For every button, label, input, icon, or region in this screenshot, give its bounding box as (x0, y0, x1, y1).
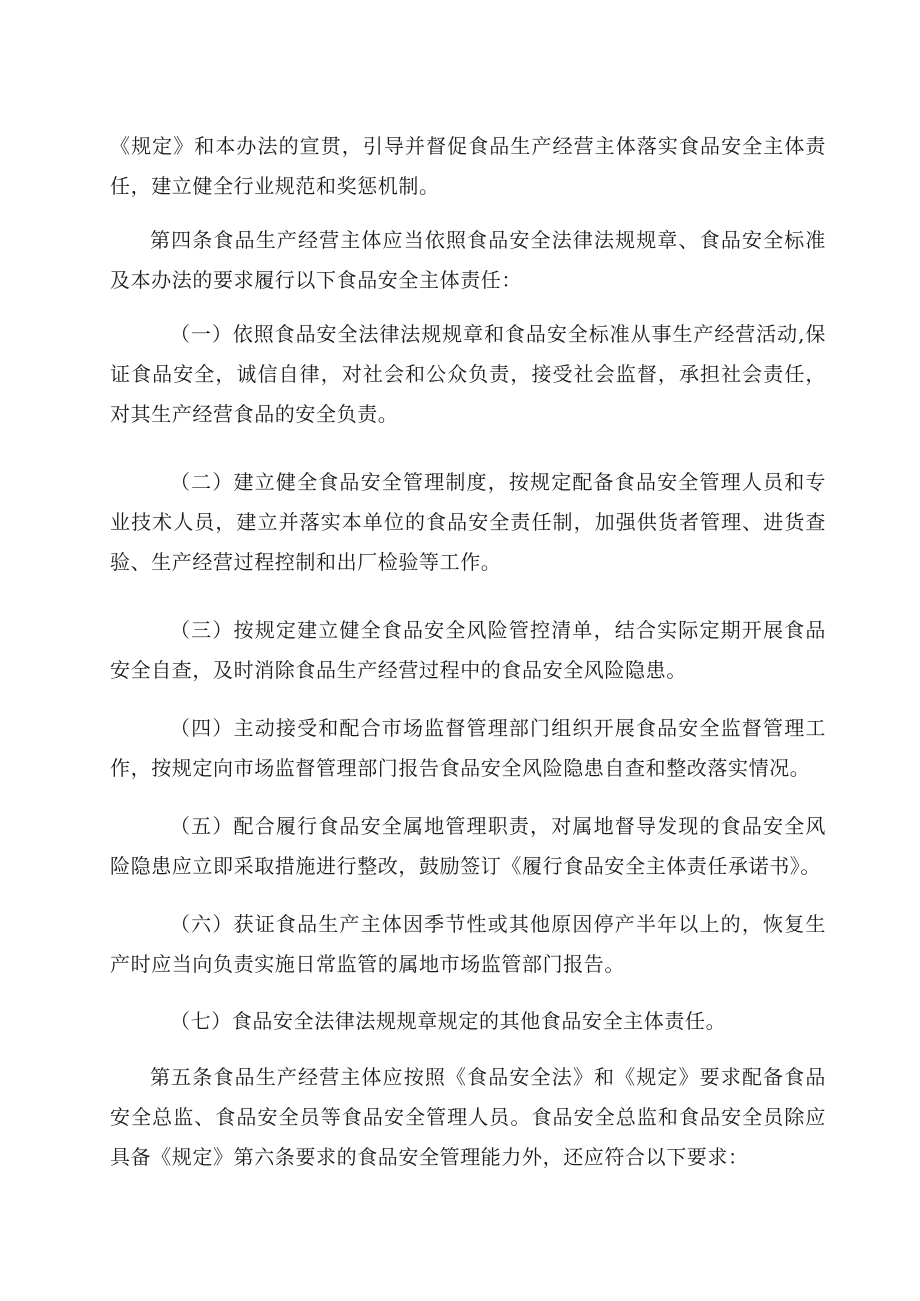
paragraph-article-5: 第五条食品生产经营主体应按照《食品安全法》和《规定》要求配备食品安全总监、食品安全员等食品安全管理人员。食品安全总监和食品安全员除应具备《规定》第六条要求的食品安全管理能力外，还应符合以下要求： (110, 1065, 826, 1169)
paragraph-item-6: （六）获证食品生产主体因季节性或其他原因停产半年以上的，恢复生产时应当向负责实施日常监管的属地市场监管部门报告。 (110, 912, 826, 976)
paragraph-article-4: 第四条食品生产经营主体应当依照食品安全法律法规规章、食品安全标准及本办法的要求履行以下食品安全主体责任： (110, 228, 826, 292)
paragraph-item-5: （五）配合履行食品安全属地管理职责，对属地督导发现的食品安全风险隐患应立即采取措施进行整改，鼓励签订《履行食品安全主体责任承诺书》。 (110, 814, 826, 878)
paragraph-item-2: （二）建立健全食品安全管理制度，按规定配备食品安全管理人员和专业技术人员，建立并落实本单位的食品安全责任制，加强供货者管理、进货查验、生产经营过程控制和出厂检验等工作。 (110, 470, 826, 574)
paragraph-item-4: （四）主动接受和配合市场监督管理部门组织开展食品安全监督管理工作，按规定向市场监督管理部门报告食品安全风险隐患自查和整改落实情况。 (110, 716, 826, 780)
paragraph-item-3: （三）按规定建立健全食品安全风险管控清单，结合实际定期开展食品安全自查，及时消除食品生产经营过程中的食品安全风险隐患。 (110, 618, 826, 682)
paragraph-item-1: （一）依照食品安全法律法规规章和食品安全标准从事生产经营活动,保证食品安全，诚信自律，对社会和公众负责，接受社会监督，承担社会责任，对其生产经营食品的安全负责。 (110, 322, 826, 426)
paragraph-continuation: 《规定》和本办法的宣贯，引导并督促食品生产经营主体落实食品安全主体责任，建立健全行业规范和奖惩机制。 (110, 134, 826, 198)
paragraph-item-7: （七）食品安全法律法规规章规定的其他食品安全主体责任。 (170, 1009, 727, 1033)
